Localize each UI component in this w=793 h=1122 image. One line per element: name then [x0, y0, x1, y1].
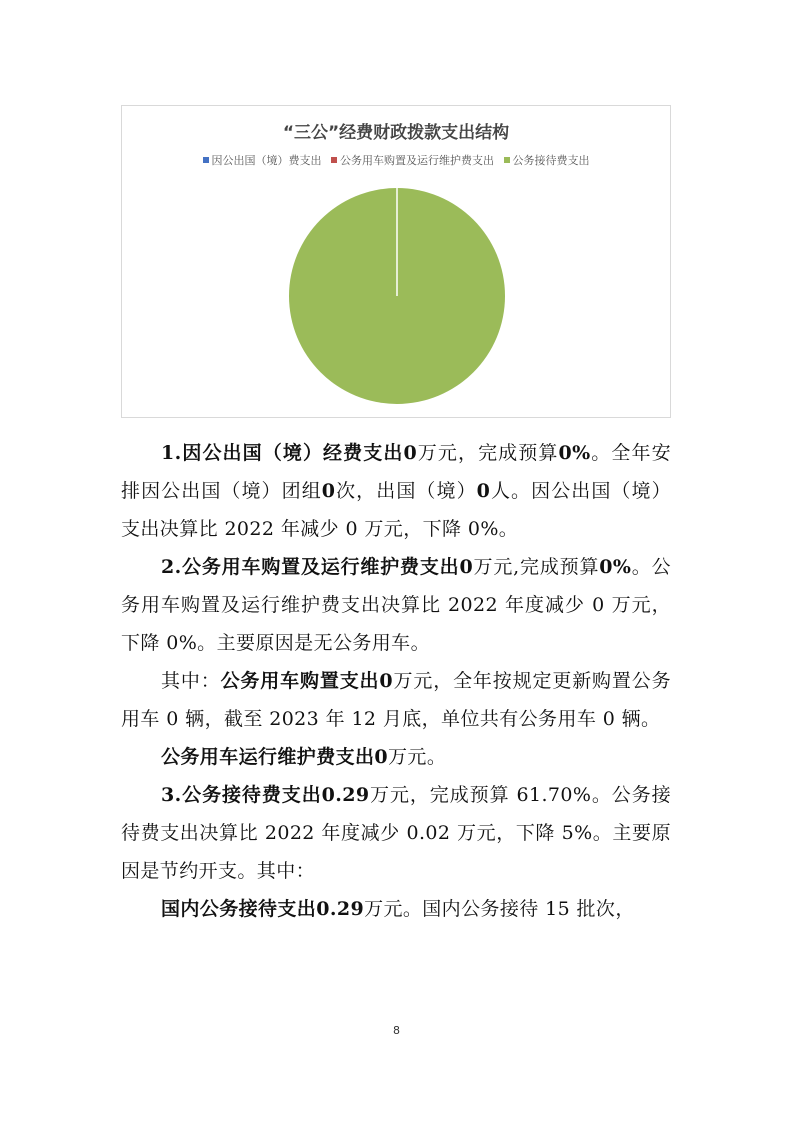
chart-container	[121, 105, 671, 418]
p2-text-b: 。公务用车购置及运行维护费支出决算比 2022 年度减少 0 万元，下降 0%。主要原因是无公务用车。	[121, 556, 671, 654]
p1-text-b: 。全年安排因公出国（境）团组	[121, 442, 671, 502]
legend-label-1: 公务用车购置及运行维护费支出	[340, 154, 494, 167]
paragraph-6	[121, 890, 671, 928]
document-body	[121, 434, 671, 928]
chart-title: “三公”经费财政拨款支出结构	[282, 123, 510, 143]
p1-bold-b: 0%	[558, 442, 591, 464]
p2-bold-b: 0%	[599, 556, 632, 578]
paragraph-4	[121, 738, 671, 776]
p3-text: 万元，全年按规定更新购置公务用车 0 辆，截至 2023 年 12 月底，单位共有公务用车 0 辆。	[121, 670, 672, 730]
p5-bold: 3.公务接待费支出0.29	[161, 784, 370, 806]
paragraph-1	[121, 434, 671, 548]
paragraph-2	[121, 548, 671, 662]
p1-bold: 1.因公出国（境）经费支出0	[161, 442, 418, 464]
p1-bold-d: 0	[476, 480, 491, 502]
legend-label-0: 因公出国（境）费支出	[211, 154, 322, 167]
p1-bold-c: 0	[321, 480, 336, 502]
paragraph-3	[121, 662, 671, 738]
p6-text: 万元。国内公务接待 15 批次，	[364, 898, 635, 920]
p2-bold: 2.公务用车购置及运行维护费支出0	[161, 556, 474, 578]
p1-text-c: 次，出国（境）	[335, 480, 477, 502]
p3-lead: 其中：	[161, 670, 221, 692]
p4-bold: 公务用车运行维护费支出0	[161, 746, 389, 768]
p2-text-a: 万元,完成预算	[473, 556, 600, 578]
p6-bold: 国内公务接待支出0.29	[161, 898, 365, 920]
p5-text: 万元，完成预算 61.70%。公务接待费支出决算比 2022 年度减少 0.02 万元，下降 5%。主要原因是节约开支。其中：	[121, 784, 672, 882]
p4-text: 万元。	[388, 746, 447, 768]
p3-bold: 公务用车购置支出0	[220, 670, 394, 692]
page-number: 8	[393, 1024, 400, 1037]
pie-chart	[122, 106, 670, 417]
legend-label-2: 公务接待费支出	[512, 154, 590, 167]
p1-text-d: 人。因公出国（境）支出决算比 2022 年减少 0 万元，下降 0%。	[121, 480, 671, 540]
paragraph-5	[121, 776, 671, 890]
p1-text-a: 万元，完成预算	[417, 442, 559, 464]
